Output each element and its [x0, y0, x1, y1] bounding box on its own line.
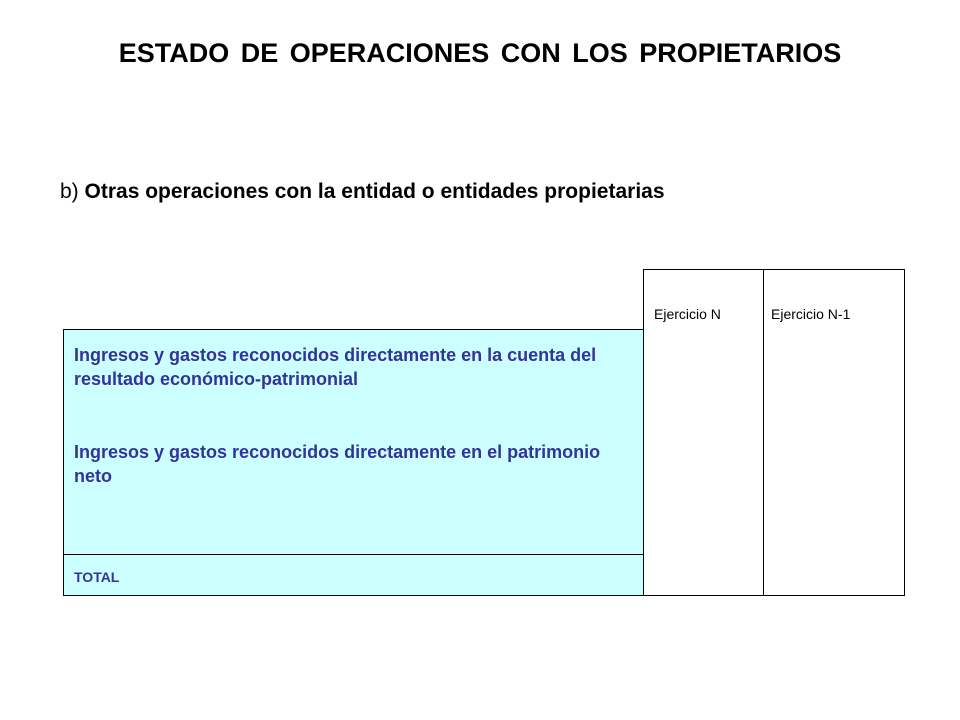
column-separator-3 — [904, 269, 905, 596]
total-separator — [64, 554, 643, 555]
subtitle-text: Otras operaciones con la entidad o entidades propietarias — [84, 180, 665, 203]
column-separator-1 — [643, 269, 644, 596]
column-header-ejercicio-n-1: Ejercicio N-1 — [771, 306, 851, 322]
total-label: TOTAL — [74, 569, 120, 585]
column-separator-2 — [763, 269, 764, 596]
header-bottom-border — [64, 329, 643, 330]
table-left-border — [63, 329, 64, 596]
page-title: ESTADO DE OPERACIONES CON LOS PROPIETARIOS — [118, 38, 842, 68]
header-top-border — [643, 269, 904, 270]
table-bottom-border — [64, 595, 904, 596]
column-header-ejercicio-n: Ejercicio N — [654, 306, 721, 322]
row-label-patrimonio: Ingresos y gastos reconocidos directamente en el patrimonio neto — [74, 442, 601, 486]
row-label-resultado: Ingresos y gastos reconocidos directamente en la cuenta del resultado económico-patrimonial — [74, 345, 597, 389]
subtitle-prefix: b) — [60, 180, 85, 203]
